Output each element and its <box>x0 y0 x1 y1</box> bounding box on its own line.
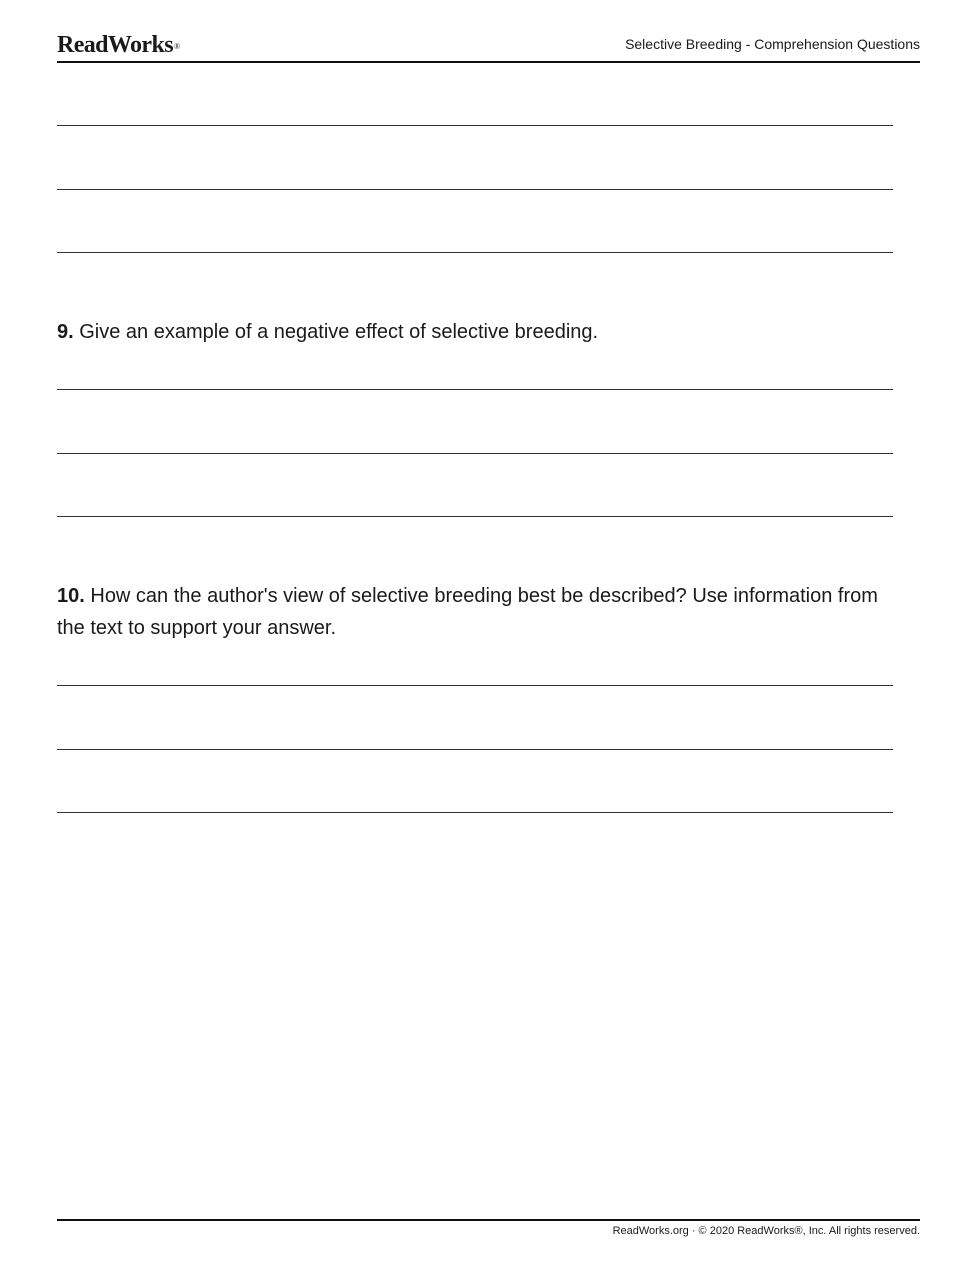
footer-rule <box>57 1219 920 1221</box>
answer-line[interactable] <box>57 812 893 813</box>
answer-line[interactable] <box>57 252 893 253</box>
question-number: 9. <box>57 321 74 343</box>
footer-copyright: ReadWorks.org · © 2020 ReadWorks®, Inc. All rights reserved. <box>612 1225 920 1237</box>
answer-line[interactable] <box>57 389 893 390</box>
answer-line[interactable] <box>57 125 893 126</box>
answer-line[interactable] <box>57 749 893 750</box>
answer-line[interactable] <box>57 516 893 517</box>
question-10 <box>57 580 907 644</box>
answer-line[interactable] <box>57 453 893 454</box>
question-9 <box>57 316 907 348</box>
question-text: Give an example of a negative effect of selective breeding. <box>73 321 599 343</box>
question-number: 10. <box>57 585 85 607</box>
page-header <box>57 28 920 63</box>
answer-line[interactable] <box>57 685 893 686</box>
question-text: How can the author's view of selective breeding best be described? Use information from the text to support your answer. <box>57 585 878 639</box>
registered-mark: ® <box>173 42 180 51</box>
document-title: Selective Breeding - Comprehension Questions <box>625 36 920 52</box>
answer-line[interactable] <box>57 189 893 190</box>
logo-text: ReadWorks <box>57 32 173 58</box>
readworks-logo <box>57 30 179 60</box>
